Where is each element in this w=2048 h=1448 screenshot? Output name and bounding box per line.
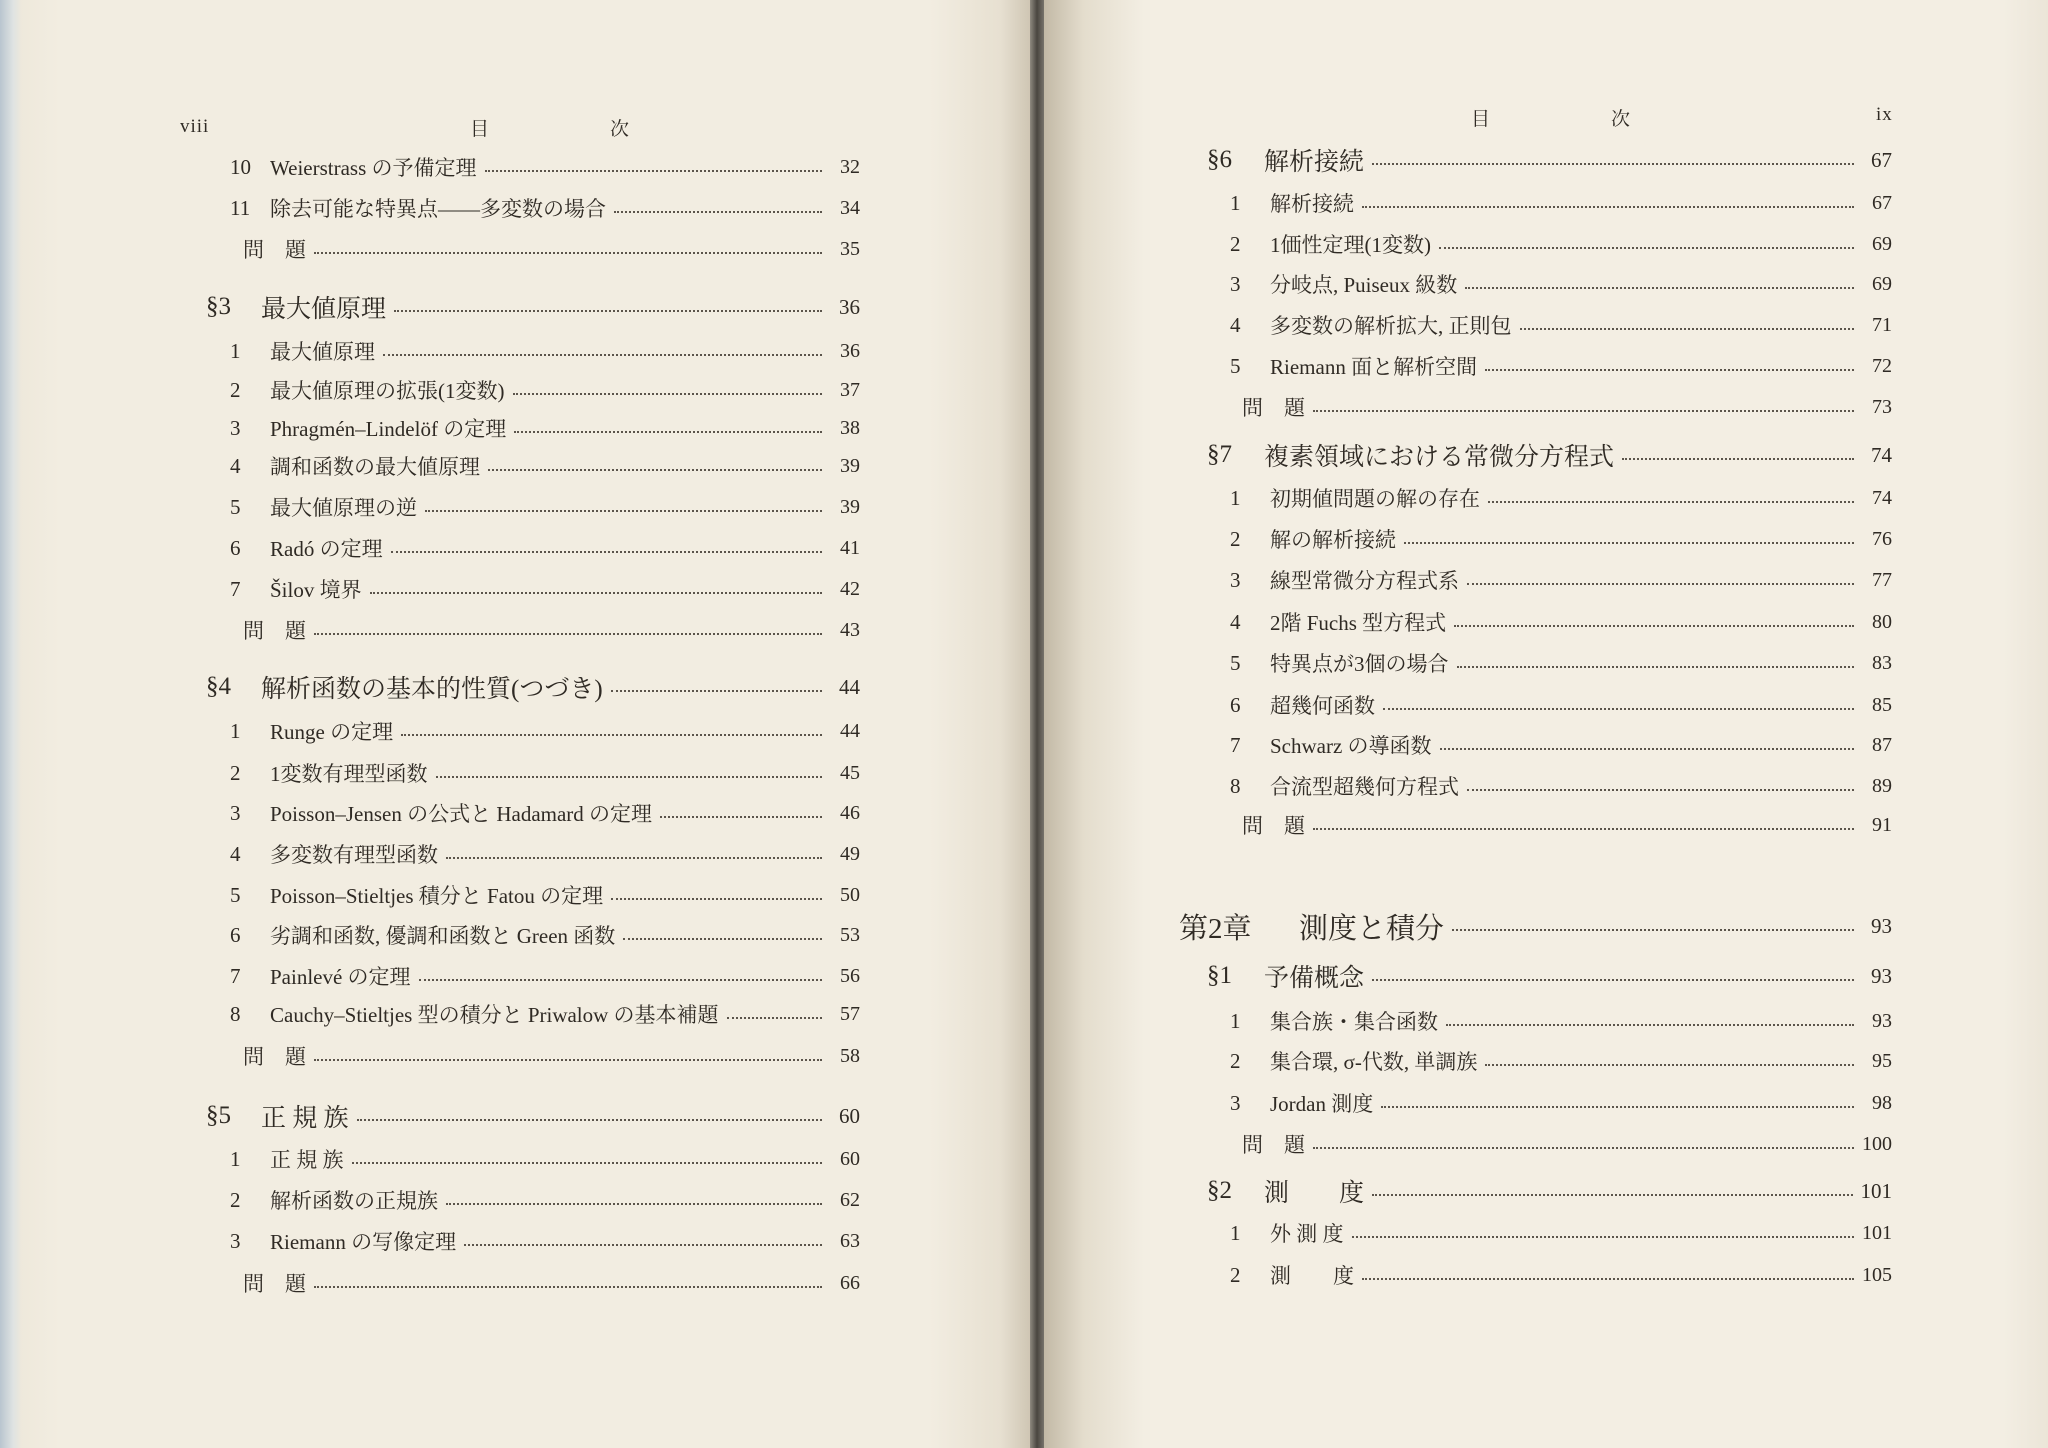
page-number: 62 [840, 1188, 860, 1211]
entry-number: 3 [1230, 271, 1241, 296]
toc-entry [230, 410, 860, 446]
dot-leader [1404, 542, 1854, 544]
toc-entry [1230, 604, 1892, 640]
dot-leader [401, 734, 822, 736]
toc-section [206, 669, 860, 705]
dot-leader [383, 354, 822, 356]
entry-number: §7 [1207, 441, 1232, 468]
dot-leader [464, 1244, 822, 1246]
entry-title: 解の解析接続 [1270, 528, 1396, 552]
toc-entry [230, 372, 860, 408]
toc-entry [230, 795, 860, 831]
page-number: 60 [840, 1147, 860, 1170]
toc-entry [230, 836, 860, 872]
page-number: 74 [1871, 442, 1892, 467]
page-number: 73 [1872, 395, 1892, 418]
toc-entry [230, 530, 860, 566]
entry-title: 多変数の解析拡大, 正則包 [1270, 314, 1512, 338]
toc-entry [1230, 1085, 1892, 1121]
entry-number: §3 [206, 293, 231, 320]
entry-title: 初期値問題の解の存在 [1270, 487, 1480, 511]
dot-leader [1383, 708, 1854, 710]
dot-leader [514, 431, 822, 433]
entry-title: 1価性定理(1変数) [1270, 233, 1431, 257]
page-number: 105 [1862, 1263, 1892, 1286]
entry-number: 1 [1230, 190, 1241, 215]
dot-leader [1467, 583, 1854, 585]
page-number: 69 [1872, 272, 1892, 295]
entry-title: Cauchy–Stieltjes 型の積分と Priwalow の基本補題 [270, 1003, 719, 1027]
running-head-right: 目 次 [1471, 109, 1632, 130]
toc-entry [230, 877, 860, 913]
dot-leader [1372, 163, 1854, 165]
toc-entry [1230, 480, 1892, 516]
dot-leader [1622, 458, 1854, 460]
entry-title: Radó の定理 [270, 537, 383, 561]
page-number: 39 [840, 495, 860, 518]
toc-entry [1230, 687, 1892, 723]
dot-leader [446, 1203, 822, 1205]
dot-leader [1372, 1194, 1852, 1196]
toc-problems [1242, 807, 1892, 843]
entry-title: 最大値原理の拡張(1変数) [270, 379, 505, 403]
entry-title: 調和函数の最大値原理 [270, 455, 480, 479]
toc-entry [230, 571, 860, 607]
entry-number: §1 [1207, 962, 1232, 989]
entry-title: 合流型超幾何方程式 [1270, 775, 1459, 799]
dot-leader [1313, 828, 1854, 830]
book-edge [0, 0, 22, 1448]
entry-title: Poisson–Stieltjes 積分と Fatou の定理 [270, 884, 604, 908]
entry-number: 2 [230, 760, 241, 785]
entry-title: 集合環, σ-代数, 単調族 [1270, 1050, 1478, 1074]
toc-entry [1230, 185, 1892, 221]
toc-entry [1230, 727, 1892, 763]
entry-number: 4 [230, 453, 241, 478]
entry-title: 問 題 [1242, 396, 1305, 420]
entry-title: 集合族・集合函数 [1270, 1010, 1438, 1034]
page-number: 67 [1872, 191, 1892, 214]
page-number: 93 [1872, 1009, 1892, 1032]
page-number: 34 [840, 196, 860, 219]
dot-leader [513, 393, 823, 395]
entry-number: 2 [230, 1187, 241, 1212]
toc-entry [1230, 266, 1892, 302]
dot-leader [1485, 369, 1854, 371]
dot-leader [314, 1286, 822, 1288]
toc-problems [1242, 389, 1892, 425]
toc-problems [243, 1038, 860, 1074]
toc-entry [1230, 1003, 1892, 1039]
dot-leader [488, 469, 822, 471]
entry-number: 4 [1230, 312, 1241, 337]
entry-number: 10 [230, 154, 251, 179]
toc-entry [1230, 645, 1892, 681]
toc-entry [230, 333, 860, 369]
dot-leader [611, 898, 822, 900]
entry-title: 外 測 度 [1270, 1222, 1344, 1246]
page-number: 56 [840, 964, 860, 987]
page-number: 93 [1871, 913, 1892, 938]
page-number: 95 [1872, 1049, 1892, 1072]
entry-number: §2 [1207, 1177, 1232, 1204]
page-number: 45 [840, 761, 860, 784]
entry-title: 最大値原理 [261, 296, 387, 323]
toc-section [1207, 1173, 1892, 1209]
entry-number: 5 [230, 882, 241, 907]
page-number: 66 [840, 1271, 860, 1294]
dot-leader [1381, 1106, 1854, 1108]
entry-number: 8 [1230, 773, 1241, 798]
page-number: 36 [840, 339, 860, 362]
entry-number: §4 [206, 673, 231, 700]
entry-number: 7 [230, 576, 241, 601]
dot-leader [1362, 206, 1854, 208]
entry-title: 解析接続 [1270, 192, 1354, 216]
toc-section [1207, 958, 1892, 994]
entry-title: Painlevé の定理 [270, 965, 411, 989]
dot-leader [425, 510, 822, 512]
dot-leader [419, 979, 822, 981]
page-number: 74 [1872, 486, 1892, 509]
page-number: 80 [1872, 610, 1892, 633]
page-number: 69 [1872, 232, 1892, 255]
entry-title: Schwarz の導函数 [1270, 734, 1432, 758]
page-number: 77 [1872, 568, 1892, 591]
entry-title: 問 題 [1242, 814, 1305, 838]
page-number: 53 [840, 923, 860, 946]
entry-title: 解析接続 [1264, 149, 1365, 176]
entry-title: Runge の定理 [270, 720, 394, 744]
running-head-left: 目 次 [470, 119, 631, 140]
page-number: 32 [840, 155, 860, 178]
dot-leader [1467, 789, 1854, 791]
page-number: 67 [1871, 147, 1892, 172]
entry-number: 3 [230, 1228, 241, 1253]
toc-entry [1230, 521, 1892, 557]
entry-number: 5 [1230, 353, 1241, 378]
entry-number: 6 [230, 535, 241, 560]
toc-chapter [1179, 908, 1892, 944]
entry-number: 11 [230, 195, 251, 220]
toc-entry [230, 1141, 860, 1177]
toc-entry [230, 755, 860, 791]
toc-problems [1242, 1126, 1892, 1162]
page-number: 41 [840, 536, 860, 559]
entry-number: 7 [1230, 732, 1241, 757]
entry-number: 1 [1230, 485, 1241, 510]
entry-title: 線型常微分方程式系 [1270, 569, 1459, 593]
entry-number: 6 [230, 922, 241, 947]
toc-entry [230, 448, 860, 484]
toc-entry [1230, 1043, 1892, 1079]
toc-entry [230, 489, 860, 525]
toc-entry [230, 958, 860, 994]
page-number: 101 [1862, 1221, 1892, 1244]
folio-left: viii [180, 116, 210, 137]
entry-title: 除去可能な特異点――多変数の場合 [270, 197, 606, 221]
dot-leader [357, 1119, 822, 1121]
entry-number: 1 [230, 338, 241, 363]
dot-leader [352, 1162, 823, 1164]
page-number: 63 [840, 1229, 860, 1252]
entry-number: 1 [230, 718, 241, 743]
toc-entry [230, 713, 860, 749]
entry-number: 1 [1230, 1008, 1241, 1033]
entry-title: 最大値原理の逆 [270, 496, 417, 520]
page-number: 46 [840, 801, 860, 824]
toc-section [1207, 142, 1892, 178]
page-number: 37 [840, 378, 860, 401]
right-page [1044, 0, 2048, 1448]
entry-title: 超幾何函数 [1270, 694, 1375, 718]
toc-entry [230, 917, 860, 953]
dot-leader [1440, 748, 1854, 750]
entry-number: 1 [230, 1146, 241, 1171]
entry-number: 3 [1230, 567, 1241, 592]
toc-problems [243, 231, 860, 267]
entry-title: Weierstrass の予備定理 [270, 156, 477, 180]
toc-entry [230, 1223, 860, 1259]
dot-leader [314, 252, 822, 254]
dot-leader [1352, 1236, 1855, 1238]
dot-leader [727, 1017, 822, 1019]
entry-number: 3 [1230, 1090, 1241, 1115]
dot-leader [391, 551, 822, 553]
dot-leader [611, 690, 822, 692]
entry-title: 問 題 [243, 1272, 306, 1296]
toc-entry [1230, 348, 1892, 384]
toc-entry [230, 996, 860, 1032]
entry-title: 多変数有理型函数 [270, 843, 438, 867]
dot-leader [314, 1059, 822, 1061]
entry-number: 2 [1230, 1048, 1241, 1073]
entry-title: 正 規 族 [261, 1105, 349, 1132]
entry-title: 測 度 [1270, 1264, 1354, 1288]
entry-title: Jordan 測度 [1270, 1092, 1374, 1116]
entry-title: 予備概念 [1264, 965, 1365, 992]
book-gutter [1030, 0, 1044, 1448]
page-number: 72 [1872, 354, 1892, 377]
page-number: 44 [840, 719, 860, 742]
toc-entry [1230, 1257, 1892, 1293]
page-number: 89 [1872, 774, 1892, 797]
entry-title: 1変数有理型函数 [270, 762, 428, 786]
dot-leader [1457, 666, 1855, 668]
page-number: 57 [840, 1002, 860, 1025]
entry-number: 2 [1230, 1262, 1241, 1287]
entry-number: 8 [230, 1001, 241, 1026]
toc-entry [230, 190, 860, 226]
entry-number: 3 [230, 800, 241, 825]
entry-number: 2 [230, 377, 241, 402]
dot-leader [436, 776, 823, 778]
dot-leader [446, 857, 822, 859]
entry-title: 問 題 [1242, 1133, 1305, 1157]
entry-title: 問 題 [243, 1045, 306, 1069]
entry-number: 第2章 [1179, 912, 1252, 945]
page-number: 100 [1862, 1132, 1892, 1155]
page-number: 101 [1860, 1178, 1892, 1203]
dot-leader [1520, 328, 1855, 330]
folio-right: ix [1876, 104, 1893, 125]
entry-title: Riemann 面と解析空間 [1270, 355, 1478, 379]
dot-leader [614, 211, 822, 213]
page-number: 98 [1872, 1091, 1892, 1114]
page-number: 85 [1872, 693, 1892, 716]
entry-title: 問 題 [243, 619, 306, 643]
page-number: 87 [1872, 733, 1892, 756]
entry-number: 2 [1230, 526, 1241, 551]
entry-title: Riemann の写像定理 [270, 1230, 457, 1254]
toc-entry [230, 149, 860, 185]
entry-number: §5 [206, 1102, 231, 1129]
entry-number: 4 [230, 841, 241, 866]
dot-leader [314, 633, 822, 635]
dot-leader [394, 310, 822, 312]
entry-number: 2 [1230, 231, 1241, 256]
page-number: 58 [840, 1044, 860, 1067]
page-number: 71 [1872, 313, 1892, 336]
entry-title: Poisson–Jensen の公式と Hadamard の定理 [270, 802, 653, 826]
dot-leader [1452, 929, 1854, 931]
page-number: 60 [839, 1103, 860, 1128]
dot-leader [1362, 1278, 1854, 1280]
page-number: 76 [1872, 527, 1892, 550]
toc-entry [1230, 307, 1892, 343]
page-number: 43 [840, 618, 860, 641]
page-number: 49 [840, 842, 860, 865]
toc-problems [243, 1265, 860, 1301]
page-number: 91 [1872, 813, 1892, 836]
dot-leader [1372, 979, 1854, 981]
toc-entry [1230, 562, 1892, 598]
toc-entry [1230, 768, 1892, 804]
entry-number: 1 [1230, 1220, 1241, 1245]
entry-title: 正 規 族 [270, 1148, 344, 1172]
entry-number: §6 [1207, 146, 1232, 173]
page-number: 93 [1871, 963, 1892, 988]
dot-leader [1313, 410, 1854, 412]
entry-title: 2階 Fuchs 型方程式 [1270, 611, 1447, 635]
page-number: 42 [840, 577, 860, 600]
page-number: 35 [840, 237, 860, 260]
entry-title: 劣調和函数, 優調和函数と Green 函数 [270, 924, 616, 948]
dot-leader [485, 170, 822, 172]
dot-leader [1446, 1024, 1854, 1026]
dot-leader [1439, 247, 1854, 249]
entry-title: 測 度 [1264, 1180, 1365, 1207]
dot-leader [1485, 1064, 1854, 1066]
entry-number: 6 [1230, 692, 1241, 717]
page-number: 50 [840, 883, 860, 906]
entry-number: 4 [1230, 609, 1241, 634]
entry-number: 7 [230, 963, 241, 988]
toc-section [206, 289, 860, 325]
dot-leader [1454, 625, 1854, 627]
entry-title: 特異点が3個の場合 [1270, 652, 1449, 676]
entry-title: 解析函数の正規族 [270, 1189, 438, 1213]
entry-title: 問 題 [243, 238, 306, 262]
page-number: 36 [839, 294, 860, 319]
dot-leader [1465, 287, 1854, 289]
entry-title: 解析函数の基本的性質(つづき) [261, 676, 603, 703]
entry-title: 測度と積分 [1299, 912, 1445, 945]
toc-entry [230, 1182, 860, 1218]
entry-title: Šilov 境界 [270, 578, 362, 602]
dot-leader [1488, 501, 1854, 503]
entry-title: Phragmén–Lindelöf の定理 [270, 417, 507, 441]
dot-leader [660, 816, 822, 818]
page-number: 83 [1872, 651, 1892, 674]
dot-leader [370, 592, 822, 594]
toc-section [1207, 437, 1892, 473]
page-number: 39 [840, 454, 860, 477]
entry-title: 複素領域における常微分方程式 [1264, 444, 1615, 471]
dot-leader [1313, 1147, 1854, 1149]
toc-entry [1230, 226, 1892, 262]
entry-title: 分岐点, Puiseux 級数 [1270, 273, 1458, 297]
toc-problems [243, 612, 860, 648]
toc-entry [1230, 1215, 1892, 1251]
toc-section [206, 1098, 860, 1134]
entry-number: 3 [230, 415, 241, 440]
entry-number: 5 [1230, 650, 1241, 675]
entry-number: 5 [230, 494, 241, 519]
dot-leader [623, 938, 822, 940]
page-number: 38 [840, 416, 860, 439]
page-number: 44 [839, 674, 860, 699]
entry-title: 最大値原理 [270, 340, 375, 364]
